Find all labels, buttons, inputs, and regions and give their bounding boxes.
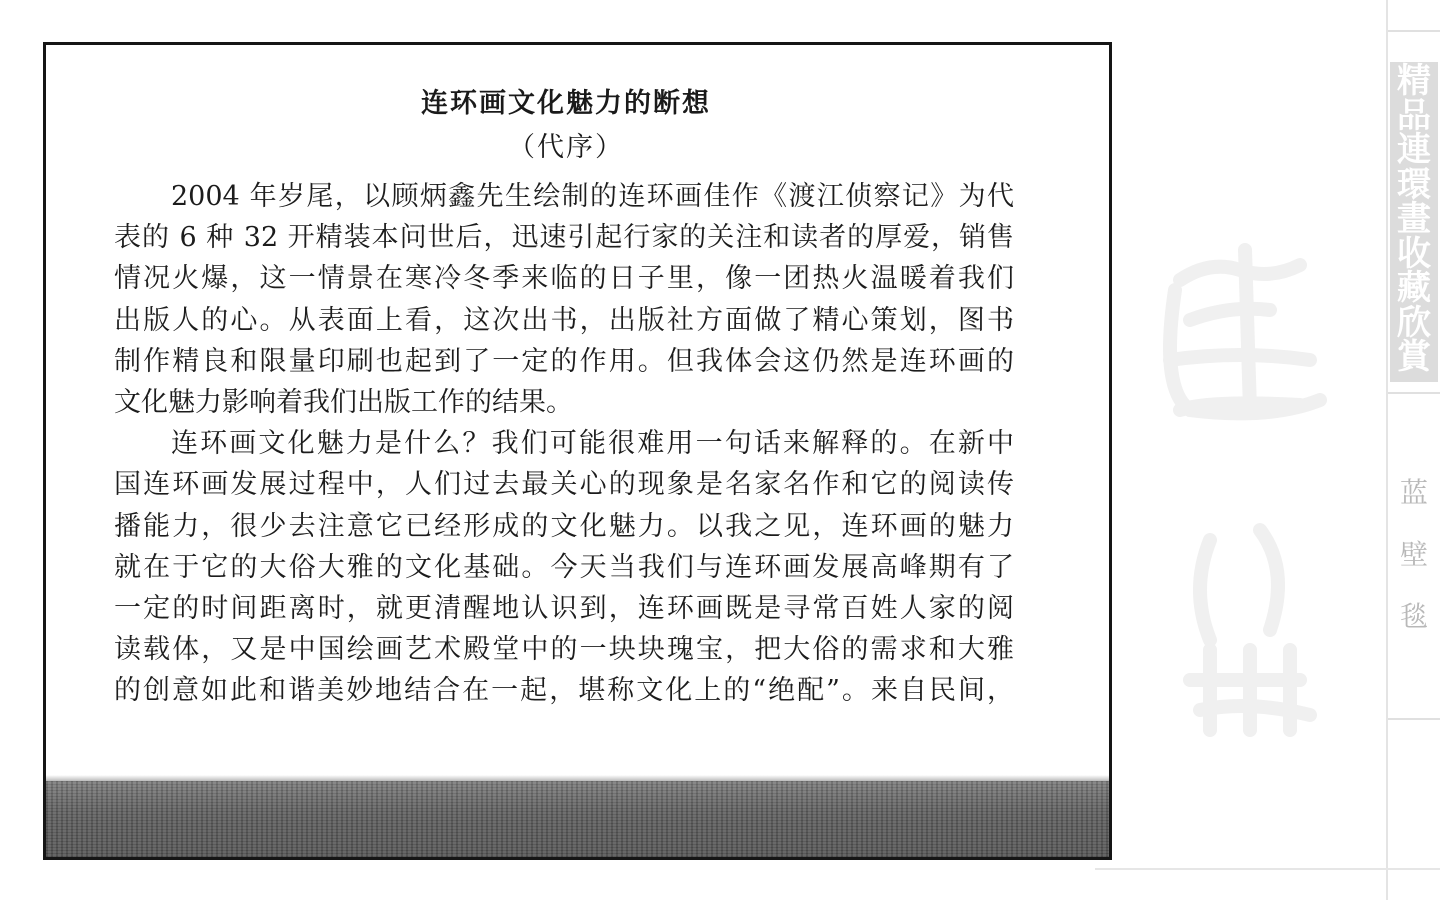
series-title-char: 精 (1397, 61, 1431, 101)
paragraph-line: 国连环画发展过程中，人们过去最关心的现象是名家名作和它的阅读传 (114, 469, 1014, 501)
series-title-char: 環 (1397, 164, 1431, 205)
paragraph-line: 连环画文化魅力是什么？我们可能很难用一句话来解释的。在新中 (171, 428, 1014, 460)
paragraph-line: 出版人的心。从表面上看，这次出书，出版社方面做了精心策划，图书 (114, 304, 1014, 336)
sidebar-rule-middle (1388, 392, 1440, 394)
author-name-column (1392, 472, 1436, 658)
paragraph-line: 表的 6 种 32 开精装本问世后，迅速引起行家的关注和读者的厚爱，销售 (114, 222, 1014, 254)
sidebar-rule-lower (1388, 718, 1440, 720)
author-name-char: 壁 (1399, 538, 1428, 571)
series-title-char: 連 (1397, 130, 1431, 170)
paragraph-line: 播能力，很少去注意它已经形成的文化魅力。以我之见，连环画的魅力 (114, 510, 1014, 542)
series-title-char: 欣 (1397, 302, 1431, 343)
scanned-page (43, 42, 1112, 860)
paragraph-line: 制作精良和限量印刷也起到了一定的作用。但我体会这仍然是连环画的 (114, 345, 1014, 377)
author-name-char: 蓝 (1399, 476, 1428, 509)
sidebar-rule-top (1388, 30, 1440, 32)
paragraph-line: 就在于它的大俗大雅的文化基础。今天当我们与连环画发展高峰期有了 (114, 551, 1014, 583)
page-subtitle: （代序） (508, 132, 624, 163)
paragraph-line: 的创意如此和谐美妙地结合在一起，堪称文化上的“绝配”。来自民间， (114, 675, 1014, 707)
page-title: 连环画文化魅力的断想 (421, 88, 711, 119)
body-text (114, 176, 1014, 712)
series-title-char: 畫 (1397, 199, 1431, 239)
series-title-char: 藏 (1397, 268, 1431, 308)
series-title-block (1390, 62, 1438, 382)
author-name-char: 毯 (1399, 600, 1428, 633)
paragraph-line: 文化魅力影响着我们出版工作的结果。 (114, 387, 573, 419)
series-title-char: 賞 (1397, 337, 1431, 377)
footer-rule (1095, 868, 1440, 870)
series-title-char: 收 (1397, 233, 1431, 274)
scan-shadow-band (46, 781, 1109, 857)
sidebar-divider-line (1386, 0, 1388, 900)
paragraph-line: 2004 年岁尾，以顾炳鑫先生绘制的连环画佳作《渡江侦察记》为代 (171, 181, 1014, 212)
calligraphy-watermark (1150, 210, 1330, 770)
series-title-char: 品 (1397, 95, 1431, 136)
paragraph-line: 一定的时间距离时，就更清醒地认识到，连环画既是寻常百姓人家的阅 (114, 593, 1014, 625)
paragraph-line: 情况火爆，这一情景在寒冷冬季来临的日子里，像一团热火温暖着我们 (114, 263, 1014, 295)
paragraph-line: 读载体，又是中国绘画艺术殿堂中的一块块瑰宝，把大俗的需求和大雅 (114, 634, 1014, 666)
